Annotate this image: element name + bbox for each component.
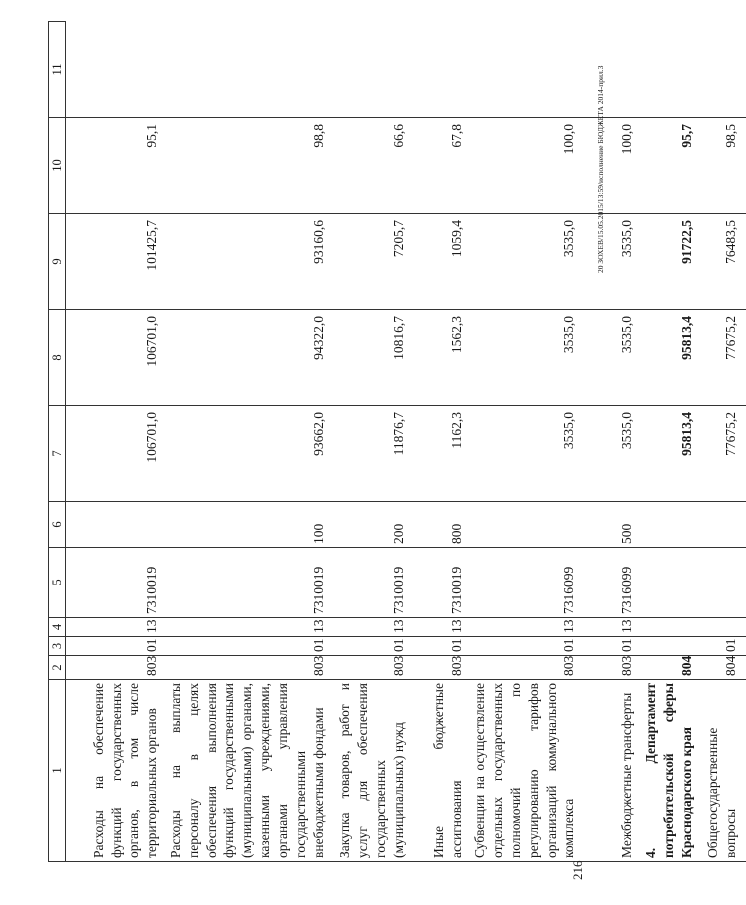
- cell-c11: 66,6: [333, 118, 413, 214]
- cell-c4: 01: [702, 637, 746, 656]
- cell-c10: 3535,0: [584, 214, 642, 310]
- cell-c7: [471, 502, 584, 548]
- page-number: 216: [570, 860, 585, 880]
- header-cell: 11: [49, 22, 66, 118]
- cell-c10: 91722,5: [642, 214, 701, 310]
- cell-c10: 93160,6: [167, 214, 333, 310]
- cell-c11: 67,8: [413, 118, 471, 214]
- cell-c4: 01: [66, 637, 168, 656]
- cell-c8: 3535,0: [471, 406, 584, 502]
- cell-c7: 500: [584, 502, 642, 548]
- cell-c6: 7316099: [471, 548, 584, 618]
- cell-c8: 95813,4: [642, 406, 701, 502]
- budget-table: [48, 21, 746, 862]
- cell-c6: 7310019: [66, 548, 168, 618]
- cell-c10: 101425,7: [66, 214, 168, 310]
- cell-c11: 95,7: [642, 118, 701, 214]
- cell-c3: 803: [413, 656, 471, 680]
- header-cell: 2: [49, 656, 66, 680]
- table-row: [642, 22, 701, 862]
- table-row: [66, 22, 168, 862]
- header-cell: 7: [49, 406, 66, 502]
- header-cell: 9: [49, 214, 66, 310]
- cell-c5: 13: [167, 618, 333, 637]
- cell-c5: 13: [66, 618, 168, 637]
- cell-c7: [66, 502, 168, 548]
- cell-c10: 1059,4: [413, 214, 471, 310]
- table-row: [413, 22, 471, 862]
- cell-c4: 01: [413, 637, 471, 656]
- cell-c6: [642, 548, 701, 618]
- header-cell: 4: [49, 618, 66, 637]
- cell-c6: 7310019: [413, 548, 471, 618]
- row-name: Общегосударственные вопросы: [702, 680, 746, 862]
- row-name: Закупка товаров, работ и услуг для обеспечения государственных (муниципальных) нужд: [333, 680, 413, 862]
- cell-c3: 803: [584, 656, 642, 680]
- cell-c3: 804: [642, 656, 701, 680]
- header-row: [49, 22, 66, 862]
- cell-c9: 3535,0: [584, 310, 642, 406]
- cell-c10: 7205,7: [333, 214, 413, 310]
- cell-c4: 01: [167, 637, 333, 656]
- header-cell: 10: [49, 118, 66, 214]
- cell-c8: 1162,3: [413, 406, 471, 502]
- cell-c10: 3535,0: [471, 214, 584, 310]
- cell-c9: 95813,4: [642, 310, 701, 406]
- row-name: 4. Департамент потребительской сферы Краснодарского края: [642, 680, 701, 862]
- cell-c9: 1562,3: [413, 310, 471, 406]
- cell-c10: 76483,5: [702, 214, 746, 310]
- row-name: Расходы на обеспечение функций государственных органов, в том числе территориальных органов: [66, 680, 168, 862]
- header-cell: 8: [49, 310, 66, 406]
- cell-c5: 13: [413, 618, 471, 637]
- row-name: Субвенции на осуществление отдельных государственных полномочий по регулированию тарифов организаций коммунального комплекса: [471, 680, 584, 862]
- header-cell: 6: [49, 502, 66, 548]
- cell-c3: 803: [66, 656, 168, 680]
- row-name: Иные бюджетные ассигнования: [413, 680, 471, 862]
- cell-c4: 01: [471, 637, 584, 656]
- cell-c9: 106701,0: [66, 310, 168, 406]
- cell-c8: 3535,0: [584, 406, 642, 502]
- cell-c7: [642, 502, 701, 548]
- cell-c5: [702, 618, 746, 637]
- row-name: Расходы на выплаты персоналу в целях обеспечения выполнения функций государственными (муниципальными) органами, казенными учреждениями, органами управления государственными внебюджетными фондами: [167, 680, 333, 862]
- cell-c7: 800: [413, 502, 471, 548]
- cell-c7: 200: [333, 502, 413, 548]
- cell-c11: 95,1: [66, 118, 168, 214]
- cell-c8: 93662,0: [167, 406, 333, 502]
- cell-c8: 77675,2: [702, 406, 746, 502]
- cell-c6: [702, 548, 746, 618]
- cell-c3: 803: [167, 656, 333, 680]
- table-row: [167, 22, 333, 862]
- cell-c9: 94322,0: [167, 310, 333, 406]
- rotated-page: [48, 0, 738, 888]
- cell-c11: 98,8: [167, 118, 333, 214]
- cell-c11: 100,0: [471, 118, 584, 214]
- row-name: Межбюджетные трансферты: [584, 680, 642, 862]
- cell-c4: 01: [584, 637, 642, 656]
- cell-c9: 10816,7: [333, 310, 413, 406]
- header-cell: 1: [49, 680, 66, 862]
- cell-c3: 803: [333, 656, 413, 680]
- table-row: [471, 22, 584, 862]
- header-cell: 5: [49, 548, 66, 618]
- cell-c4: 01: [333, 637, 413, 656]
- cell-c5: 13: [584, 618, 642, 637]
- cell-c9: 3535,0: [471, 310, 584, 406]
- cell-c3: 803: [471, 656, 584, 680]
- table-row: [333, 22, 413, 862]
- cell-c7: [702, 502, 746, 548]
- cell-c4: [642, 637, 701, 656]
- table-row: [584, 22, 642, 862]
- cell-c7: 100: [167, 502, 333, 548]
- cell-c6: 7316099: [584, 548, 642, 618]
- cell-c8: 106701,0: [66, 406, 168, 502]
- cell-c8: 11876,7: [333, 406, 413, 502]
- cell-c6: 7310019: [167, 548, 333, 618]
- cell-c5: 13: [471, 618, 584, 637]
- cell-c5: [642, 618, 701, 637]
- cell-c3: 804: [702, 656, 746, 680]
- footer-file-info: 20 ЗОХЕВ/15.05.2015/13:59/исполнение БЮДЖЕТА 2014-прил.3: [596, 65, 605, 273]
- cell-c6: 7310019: [333, 548, 413, 618]
- table-row: [702, 22, 746, 862]
- header-cell: 3: [49, 637, 66, 656]
- cell-c11: 98,5: [702, 118, 746, 214]
- cell-c9: 77675,2: [702, 310, 746, 406]
- cell-c5: 13: [333, 618, 413, 637]
- cell-c11: 100,0: [584, 118, 642, 214]
